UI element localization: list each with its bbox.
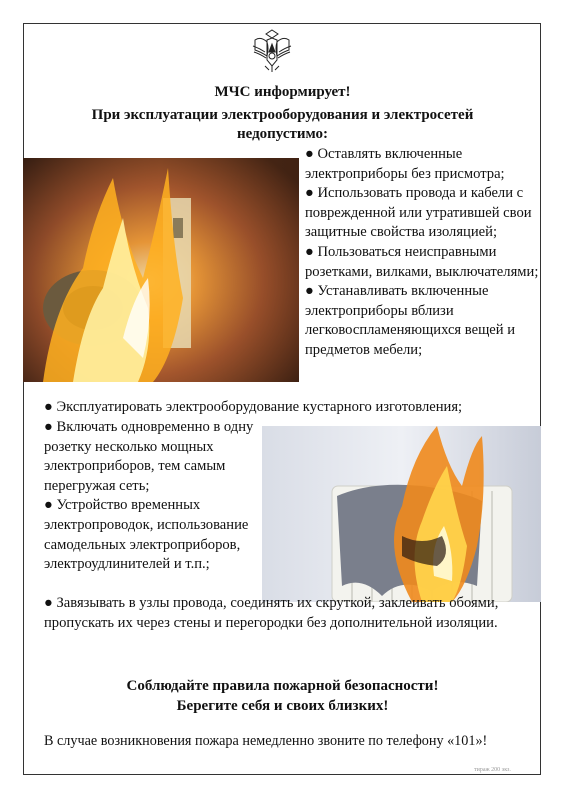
closing-message	[0, 676, 565, 716]
list-item: ● Завязывать в узлы провода, соединять их скруткой, заклеивать обоями, пропускать их через стены и перегородки без дополнительной изоляции.	[44, 595, 499, 631]
list-item: ● Оставлять включенные электроприборы без присмотра;	[305, 146, 505, 182]
subtitle: При эксплуатации электрооборудования и электросетей недопустимо:	[91, 107, 474, 142]
closing-line-1: Соблюдайте правила пожарной безопасности!	[126, 678, 439, 694]
closing-line-2: Берегите себя и своих близких!	[176, 698, 389, 714]
mchs-emblem-icon	[251, 26, 293, 74]
list-item: ● Эксплуатировать электрооборудование кустарного изготовления;	[44, 399, 463, 415]
list-item: ● Пользоваться неисправными розетками, вилками, выключателями;	[305, 243, 539, 280]
org-title: МЧС информирует!	[214, 84, 351, 100]
rules-left-list	[44, 418, 259, 575]
burning-heater-image	[262, 426, 541, 602]
list-item: ● Включать одновременно в одну розетку несколько мощных электроприборов, тем самым перегружая сеть;	[44, 419, 254, 494]
print-note: тираж 200 экз.	[474, 767, 511, 773]
burning-socket-image	[23, 158, 299, 382]
list-item: ● Использовать провода и кабели с поврежденной или утратившей свои защитные свойства изоляцией;	[305, 185, 532, 241]
emergency-text: В случае возникновения пожара немедленно звоните по телефону «101»!	[44, 733, 488, 749]
list-item: ● Устанавливать включенные электроприборы вблизи легковоспламеняющихся вещей и предметов мебели;	[305, 283, 516, 358]
rules-right-list	[305, 145, 539, 361]
list-item: ● Устройство временных электропроводок, использование самодельных электроприборов, электроудлинителей и т.п.;	[44, 497, 249, 573]
